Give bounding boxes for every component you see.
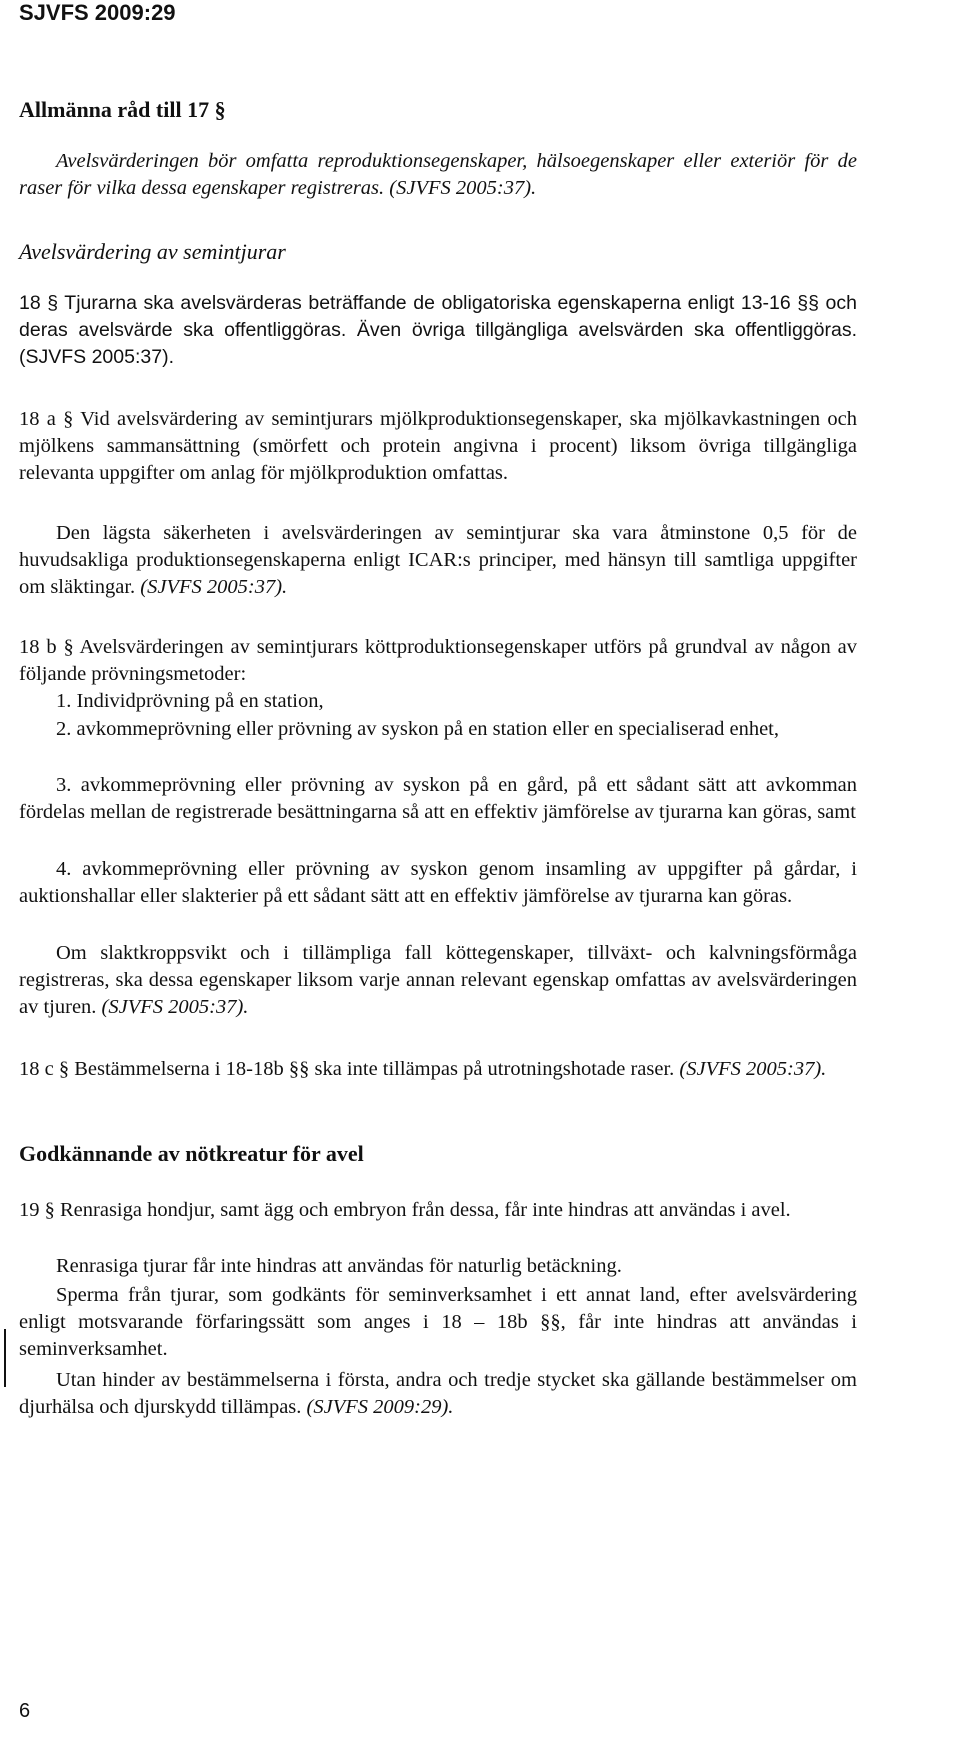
paragraph-18b-closing-text: Om slaktkroppsvikt och i tillämpliga fall köttegenskaper, tillväxt- och kalvningsförmåga registreras, ska dessa egenskaper liksom varje annan relevant egenskap omfattas av avelsvärderingen av tjuren. [19, 942, 857, 1018]
section-heading-godkannande: Godkännande av nötkreatur för avel [19, 1141, 364, 1166]
document-header: SJVFS 2009:29 [19, 0, 176, 25]
list-item-2: 2. avkommeprövning eller prövning av syskon på en station eller en specialiserad enhet, [56, 718, 779, 740]
page-number: 6 [19, 1700, 31, 1722]
section-heading-allmanna-rad: Allmänna råd till 17 § [19, 97, 226, 122]
paragraph-18a-1: 18 a § Vid avelsvärdering av semintjurars mjölkproduktionsegenskaper, ska mjölkavkastningen och mjölkens sammansättning (smörfett och protein angivna i procent) liksom övriga tillgängliga relevanta uppgifter om anlag för mjölkproduktion omfattas. [19, 408, 857, 484]
paragraph-19-3: Sperma från tjurar, som godkänts för seminverksamhet i ett annat land, efter avelsvärdering enligt motsvarande förfaringssätt som anges i 18 – 18b §§, får inte hindras att användas i seminverksamhet. [19, 1284, 857, 1360]
paragraph-19-4-reference: (SJVFS 2009:29). [306, 1396, 454, 1418]
paragraph-19-2: Renrasiga tjurar får inte hindras att användas för naturlig betäckning. [56, 1255, 622, 1277]
paragraph-18c-reference: (SJVFS 2005:37). [679, 1058, 827, 1080]
paragraph-18b-closing [19, 940, 857, 1021]
paragraph-18: 18 § Tjurarna ska avelsvärderas beträffande de obligatoriska egenskaperna enligt 13-16 §§ och deras avelsvärde ska offentliggöras. Även övriga tillgängliga avelsvärden ska offentliggöras. (SJVFS 2005:37). [19, 292, 857, 368]
paragraph-18b-closing-reference: (SJVFS 2005:37). [101, 996, 249, 1018]
paragraph-18b-intro: 18 b § Avelsvärderingen av semintjurars köttproduktionsegenskaper utförs på grundval av någon av följande prövningsmetoder: [19, 636, 857, 685]
paragraph-18c-text: 18 c § Bestämmelserna i 18-18b §§ ska inte tillämpas på utrotningshotade raser. [19, 1058, 675, 1080]
allmanna-rad-paragraph: Avelsvärderingen bör omfatta reproduktionsegenskaper, hälsoegenskaper eller exteriör för de raser för vilka dessa egenskaper registreras. (SJVFS 2005:37). [19, 150, 857, 199]
section-heading-semintjurar [19, 238, 286, 266]
paragraph-19-4-text: Utan hinder av bestämmelserna i första, andra och tredje stycket ska gällande bestämmelser om djurhälsa och djurskydd tillämpas. [19, 1369, 857, 1418]
paragraph-18a-2-text: Den lägsta säkerheten i avelsvärderingen av semintjurar ska vara åtminstone 0,5 för de huvudsakliga produktionsegenskaperna enligt ICAR:s principer, med hänsyn till samtliga uppgifter om släktingar. [19, 522, 857, 598]
paragraph-18a-2 [19, 520, 857, 601]
paragraph-19-4 [19, 1367, 857, 1421]
paragraph-18c [19, 1056, 857, 1083]
list-item-3: 3. avkommeprövning eller prövning av syskon på en gård, på ett sådant sätt att avkomman fördelas mellan de registrerade besättningarna så att en effektiv jämförelse av tjurarna kan göras, samt [19, 774, 857, 823]
paragraph-18a-2-reference: (SJVFS 2005:37). [140, 576, 288, 598]
list-item-1: 1. Individprövning på en station, [56, 690, 324, 712]
revision-change-bar [4, 1329, 6, 1387]
section-heading-semintjurar-text: Avelsvärdering av semintjurar [19, 239, 286, 264]
list-item-4: 4. avkommeprövning eller prövning av syskon genom insamling av uppgifter på gårdar, i auktionshallar eller slakterier på ett sådant sätt att en effektiv jämförelse av tjurarna kan göras. [19, 858, 857, 907]
paragraph-19-1: 19 § Renrasiga hondjur, samt ägg och embryon från dessa, får inte hindras att användas i avel. [19, 1199, 791, 1221]
